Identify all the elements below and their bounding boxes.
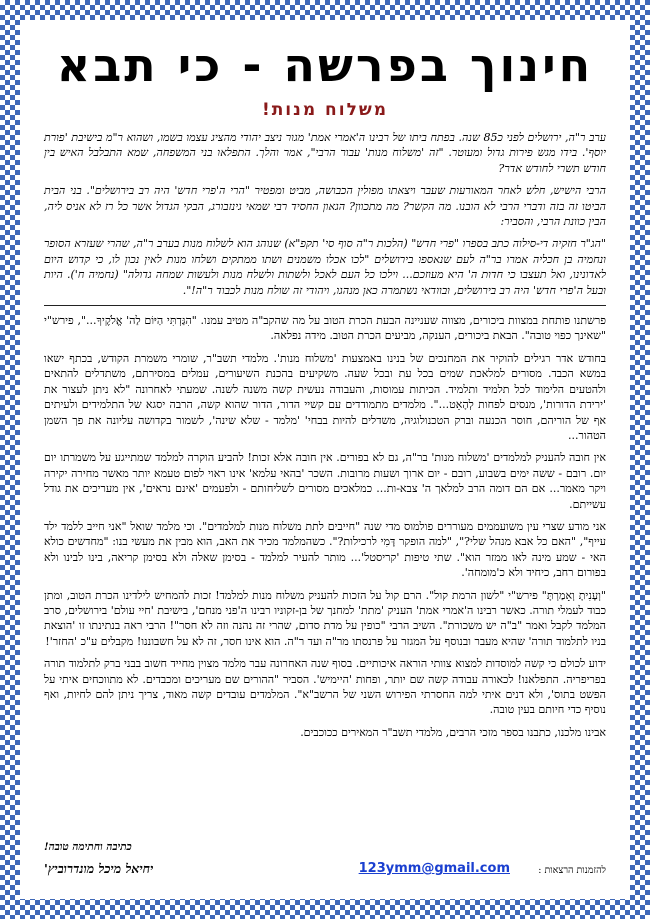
- blessing-text: כתיבה וחתימה טובה!: [44, 841, 132, 853]
- paragraph-bikurim: פרשתנו פותחת במצוות ביכורים, מצווה שעניינה הבעת הכרת הטוב על מה שהקב"ה מטיב עמנו. "הִגַּדְתִּי הַיּוֹם לַה' אֱלֹקֶיךָ...", פירש"י "שאינך כפוי טובה". הבאת ביכורים, הענקה, מביעים הכרת הטוב. מידה נפלאה.: [44, 314, 606, 343]
- paragraph-teachers: ידוע לכולם כי קשה למוסדות למצוא צוותי הוראה איכותיים. בסוף שנה האחרונה עבר מלמד מצוין מחייד חשוב בבני ברק לתלמוד תורה בפריפריה. התפלאנו! לכאורה עבודה קשה שם יותר, ופחות 'היימיש'. הסביר "ההורים שם מעריכים ומכבדים. לא מתווכחים איתי על הפשט בתוס', ולא דנים איתי למה החסרתי הפירוש השני של הרשב"א". המלמדים עובדים קשה מאוד, צריך ניתן להם לחיות, ואף נוסיף כדי חיותם בעין טובה.: [44, 657, 606, 717]
- paragraph-closing: אבינו מלכנו, כתבנו בספר מזכי הרבים, מלמדי תשב"ר המאירים ככוכבים.: [300, 725, 606, 739]
- article-body: [20, 130, 630, 740]
- paragraph-critics: אני מודע שצרי עין משועממים מעוררים פולמוס מדי שנה "חייבים לתת משלוח מנות למלמדים". וכי מלמד שואל "אני חייב ללמד ילד עייף", "האם כל אבא מנהל שלי?", "למה הופקר דָּמִי לרכילות?". כשהמלמד מכיר את האב, הוא מבין את מעשי בנו: "מחדשים כולא האי - שמע מינה לאו ממזר הוא". שתי טיפות 'קריסטל'... מותר להעיר למלמד - בסימן שאלה ולא בסימן קריאה, בינו לבינו ולא בפורום רחב, כיחיד ולא כ'מומחה'.: [44, 519, 606, 580]
- page-subtitle: משלוח מנות!: [261, 100, 389, 120]
- paragraph-zechut: אין חובה להעניק למלמדים 'משלוח מנות' בר"ה, גם לא בפורים. אין חובה אלא זכות! להביע הוקרה למלמד שמתייגע על משמרתו יום יום. רובם - ששה ימים בשבוע, רובם - יום ארוך ושעות מרובות. השכר 'בהאי עלמא' אינו ראוי לפום טעמא יותר מאשר מחירה יקירה ויקר מאמר... אם הם דומה הרב למלאך ה' צבא-ות... כמלאכים מסורים לשליחותם - ולפעמים 'אינם נראים', אין מעריכים את גודל עשייתם.: [44, 451, 606, 511]
- page-title: חינוך בפרשה - כי תבא: [56, 38, 594, 92]
- paragraph-intro: ערב ר"ה, ירושלים לפני כ85 שנה. בפתח ביתו של רבינו ה'אמרי אמת' מגור ניצב יהודי מהציג עצמו בשמו, ושהוא ר"מ בישיבת 'פורת יוסף'. בידו מגש פירות גדול ומעוטר. "זה 'משלוח מנות' עבור הרבי", אמר והלך. התפלאו בני המשפחה, שמא התבלבל האיש בין חודש תשרי לחודש אדר?: [44, 131, 606, 175]
- paragraph-rebbe: הרבי הישיש, חלש לאחר המאורעות שעבר ויצאתו מפולין הכבושה, מביט ומפטיר "הרי ה'פרי חדש' היה רב בירושלים". בני הבית הביטו זה בזה ודברי הרבי לא הובנו. מה הקשר? מה מתכוון? הגאון החסיד רבי שמאי גינזבורג, הבקי הגדול אשר כל רז לא אניס ליה, הבין כוונת הרבי, והסביר:: [44, 184, 606, 229]
- email-link[interactable]: 123ymm@gmail.com: [358, 861, 510, 876]
- order-label: להזמנות הרצאות :: [538, 865, 606, 876]
- divider: [44, 305, 606, 306]
- paragraph-quote: "הג"ר חזקיה די-סילוה כתב בספרו "פרי חדש" (הלכות ר"ה סוף סי' תקפ"א) שנוהג הוא לשלוח מנות בערב ר"ה, שהרי שעזרא הסופר ונחמיה בן חכליה אמרו בר"ה לעם שנאספו בירושלים "לכו אכלו משמנים ושתו ממתקים ושלחו מנות לאין נכון לו, כי קדוש היום לאדונינו, ואל תעצבו כי חדות ה' היא מעוזכם... וילכו כל העם לאכל ולשתות ולשלח מנות ולעשות שמחה גדולה" (נחמיה ח'). היות ובעל ה'פרי חדש' היה רב בירושלים, ובוודאי נשתמרה כאן מנהגו, ויהודי זה שולח מנות לכבוד ר"ה!".: [44, 237, 606, 297]
- paragraph-raise-voice: "וְעָנִיתָ וְאָמַרְתָּ" פירש"י "לשון הרמת קול". הרם קול על הזכות להעניק משלוח מנות למלמד! זכות להמחיש לילדינו הכרת הטוב, ומתן כבוד לעמלי תורה. כאשר רבינו ה'אמרי אמת' העניק 'מתת' למחנך של בן-זקוניו רבינו ה'פני מנחם', בישיבת 'חיי עולם' בירושלים, סרב המלמד לקבל ואמר "ב"ה יש משכורת". השיב הרבי "כופין על מדת סדום, שהרי זה נהנה וזה לא חסר"! הרבי ראה בנתינתו זו 'הוצאת בניו לתלמוד תורה' שהיא מעבר ובנוסף על המגזר על פרנסתו מר"ה ועד ר"ה. הוא אינו חסר, זה לא על חשבוננו! מקבלים ע"כ 'החזר'!: [44, 588, 606, 648]
- page-content: [20, 20, 630, 899]
- paragraph-adar: בחודש אדר רגילים להוקיר את המחנכים של בנינו באמצעות 'משלוח מנות'. מלמדי תשב"ר, שומרי משמרת הקודש, בכתף ישאו במשא הכבד. מסורים למלאכת שמים בכל עת ובכל שעה. משקיעים בהכנת השיעורים, עמלים במסירתם, משתדלים להתאים ולהטעים הלימוד לכל תלמיד ותלמיד. הכיתות עמוסות, והעבודה נעשית קשה משנה לשנה. שמעתי לאחרונה "לא ניתן לעצור את 'ירידת הדורות', מנסים לפחות לְהָאֵט...". מלמדים מתמודדים עם קשיי הדור, הדור שהוא קשה, הרבה יסגא של התלמידים ולעיתים אף של הוריהם, חוסר הכנעה וברק הטכנולוגיה, משדלים להיות בבחי' 'מלמד - שלא שינה', לשמור בקדושה עליונה את פך השמן הטהור...: [44, 351, 606, 442]
- author-name: יחיאל מיכל מונדרוביץ': [44, 861, 154, 876]
- footer: [44, 839, 606, 887]
